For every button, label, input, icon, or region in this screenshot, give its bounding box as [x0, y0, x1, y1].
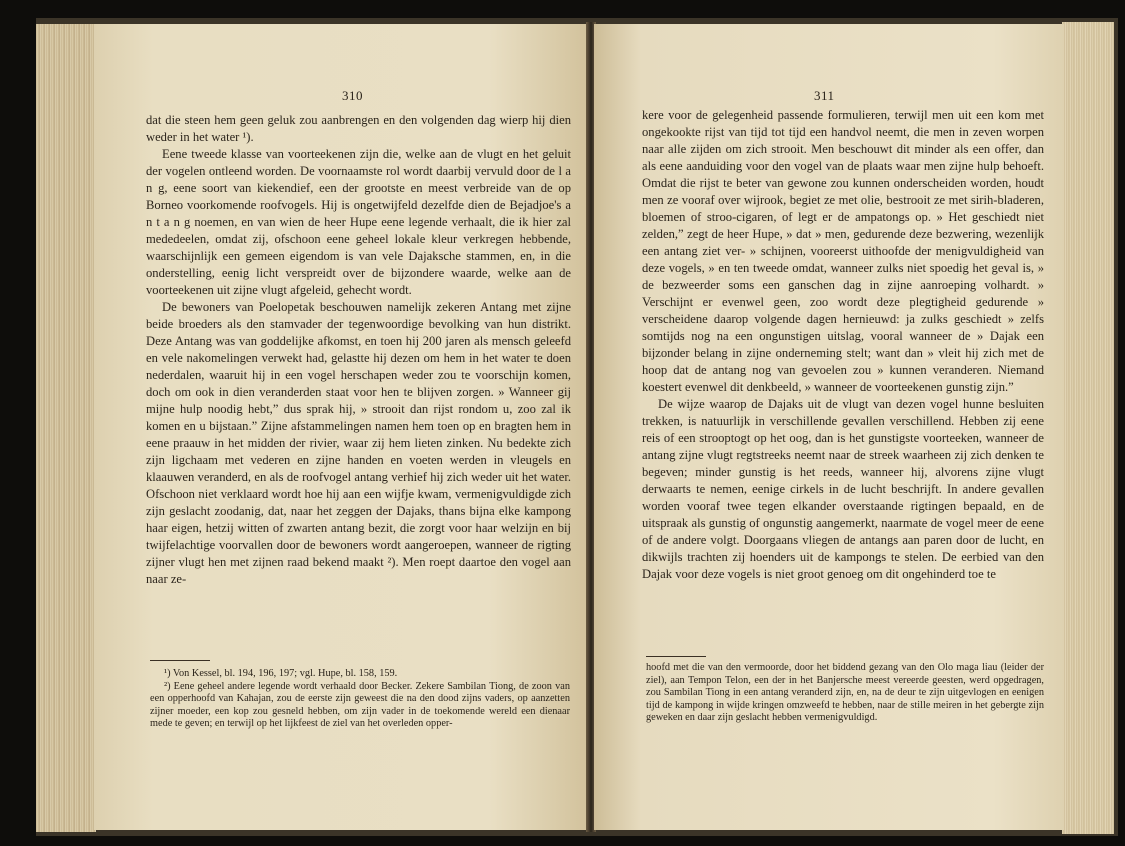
paragraph: Eene tweede klasse van voorteekenen zijn die, welke aan de vlugt en het geluit der vogelen ontleend worden. De voornaamste rol wordt daarbij vervuld door de l a n g, eene soort van kiekendief, een der grootste en meest verbreide van de op Borneo voorkomende roofvogels. Hij is ongetwijfeld dezelfde dien de Bejadjoe's a n t a n g noemen, en van wien de heer Hupe eene legende verhaalt, die ik hier zal mededeelen, omdat zij, ofschoon eene geheel lokale kleur verkregen hebbende, waarschijnlijk een gemeen eigendom is van vele Dajaksche stammen, en, in die onderstelling, eenig licht verspreidt over de bijzondere waarde, welke aan de voorteekenen uit zijne vlugt afgeleid, gehecht wordt.: [146, 147, 571, 297]
left-footnotes: [150, 668, 570, 731]
footnote: ²) Eene geheel andere legende wordt verhaald door Becker. Zekere Sambilan Tiong, de zoon van een opperhoofd van Kahajan, zou de eerste zijn geweest die na den dood zijns vaders, op aanzetten zijner moeder, een kop zou gesneld hebben, om zijn vader in de toekomende wereld een dienaar mede te geven; en terwijl op het lijkfeest de ziel van het overleden opper-: [150, 680, 570, 730]
footnote: hoofd met die van den vermoorde, door het biddend gezang van den Olo maga liau (leider der ziel), aan Tempon Telon, een der in het Banjersche meest vereerde geesten, werd opgedragen, zou Sambilan Tiong in een antang veranderd zijn, en, na de deur te zijn uitgevlogen en eenigen tijd de kampong in wijde kringen omzweefd te hebben, naar de stille meiren in het gebergte zijn geweken en daar zijn geslacht hebben vermenigvuldigd.: [646, 662, 1044, 724]
right-page-number: 311: [814, 88, 835, 103]
footnote: ¹) Von Kessel, bl. 194, 196, 197; vgl. Hupe, bl. 158, 159.: [164, 668, 398, 679]
left-page-body: [146, 112, 571, 588]
paragraph: kere voor de gelegenheid passende formulieren, terwijl men uit een kom met ongekookte rijst van tijd tot tijd een handvol neemt, die men in zeven worpen naar alle zijden om zich strooit. Men beschouwt dit minder als een offer, dan als eene aanduiding voor den vogel van de plaats waar men zijne hulp behoeft. Omdat die rijst te beter van gewone zou kunnen onderscheiden worden, houdt men ze vooraf over wijrook, begiet ze met olie, bestrooit ze met sirih-bladeren, bloemen of stroo-cigaren, of legt er de ampatongs op. » Het geschiedt niet zelden,” zegt de heer Hupe, » dat » men, gedurende deze bezwering, wezenlijk een antang ziet ver- » schijnen, vooreerst uithoofde der menigvuldigheid van deze vogels, » en ten tweede omdat, wanneer zulks niet spoedig het geval is, » de bezweerder soms een ganschen dag in zijne aanroeping volhardt. » Verschijnt er evenwel geen, zoo wordt deze plegtigheid gedurende » verscheidene daarop volgende dagen hernieuwd: ja zulks geschiedt » zelfs somtijds nog na een ongunstigen uitslag, vooral wanneer de » Dajak een bijzonder belang in zijne onderneming stelt; want dan » vleit hij zich met de hoop dat de antang nog van gevoelen zou » kunnen veranderen. Niemand koestert evenwel dit denkbeeld, » wanneer de voorteekenen gunstig zijn.”: [642, 108, 1044, 394]
right-footnotes: [646, 662, 1044, 725]
footnote-rule: [646, 656, 706, 657]
right-page-body: [642, 107, 1044, 583]
paragraph: De bewoners van Poelopetak beschouwen namelijk zekeren Antang met zijne beide broeders als den stamvader der tegenwoordige bevolking van hun distrikt. Deze Antang was van goddelijke afkomst, en toen hij 200 jaren als mensch geleefd en vele nakomelingen verwekt had, gelastte hij dezen om hem in het water te doen nederdalen, waaruit hij in een vogel herschapen weder zou te voorschijn komen, doch om ook in dien veranderden staat voor hen te blijven zorgen. » Wanneer gij mijne hulp noodig hebt,” dus sprak hij, » strooit dan rijst rondom u, zoo zal ik komen en u bijstaan.” Zijne afstammelingen namen hem toen op en bragten hem in eene praauw in het midden der rivier, waar zij hem lieten zinken. Nu bedekte zich zijn ligchaam met vederen en zijne handen en voeten werden in vleugels en klaauwen veranderd, en als de roofvogel antang verhief hij zich weder uit het water. Ofschoon niet verklaard wordt hoe hij aan een wijfje kwam, vermenigvuldigde zich zijn geslacht zoodanig, dat, naar het zeggen der Dajaks, thans bijna elke kampong haar eigen, hetzij witten of zwarten antang bezit, die zorgt voor haar welzijn en bij twijfelachtige voorvallen door de bewoners wordt aangeroepen, wanneer de rigting zijner vlugt hen met zijnen raad bekend maakt ²). Men roept daartoe den vogel aan naar ze-: [146, 300, 571, 586]
paragraph: De wijze waarop de Dajaks uit de vlugt van dezen vogel hunne besluiten trekken, is natuurlijk in verschillende gevallen verschillend. Hebben zij eene reis of een strooptogt op het oog, dan is het gunstigste voorteeken, wanneer de antang zijne vlugt regtstreeks neemt naar de streek waarheen zij zich denken te begeven; minder gunstig is het reeds, wanneer hij, alvorens zijne vlugt derwaarts te nemen, eenige cirkels in de lucht beschrijft. In andere gevallen worden vooraf twee tegen elkander overstaande rigtingen bepaald, en de uitspraak als gunstig of ongunstig aangemerkt, naarmate de vogel meer de eene of de andere volgt. Doorgaans vliegen de antangs aan paren door de lucht, en dikwijls trachten zij hoenders uit de kampongs te stelen. De eerbied van den Dajak voor deze vogels is niet groot genoeg om dit ongehinderd toe te: [642, 397, 1044, 581]
right-page: [594, 24, 1064, 830]
left-page-number: 310: [342, 88, 363, 103]
footnote-rule: [150, 660, 210, 661]
left-page-edges: [36, 24, 96, 832]
right-page-edges: [1062, 22, 1114, 834]
left-page: [94, 24, 588, 830]
paragraph: dat die steen hem geen geluk zou aanbrengen en den volgenden dag wierp hij dien weder in het water ¹).: [146, 113, 571, 144]
